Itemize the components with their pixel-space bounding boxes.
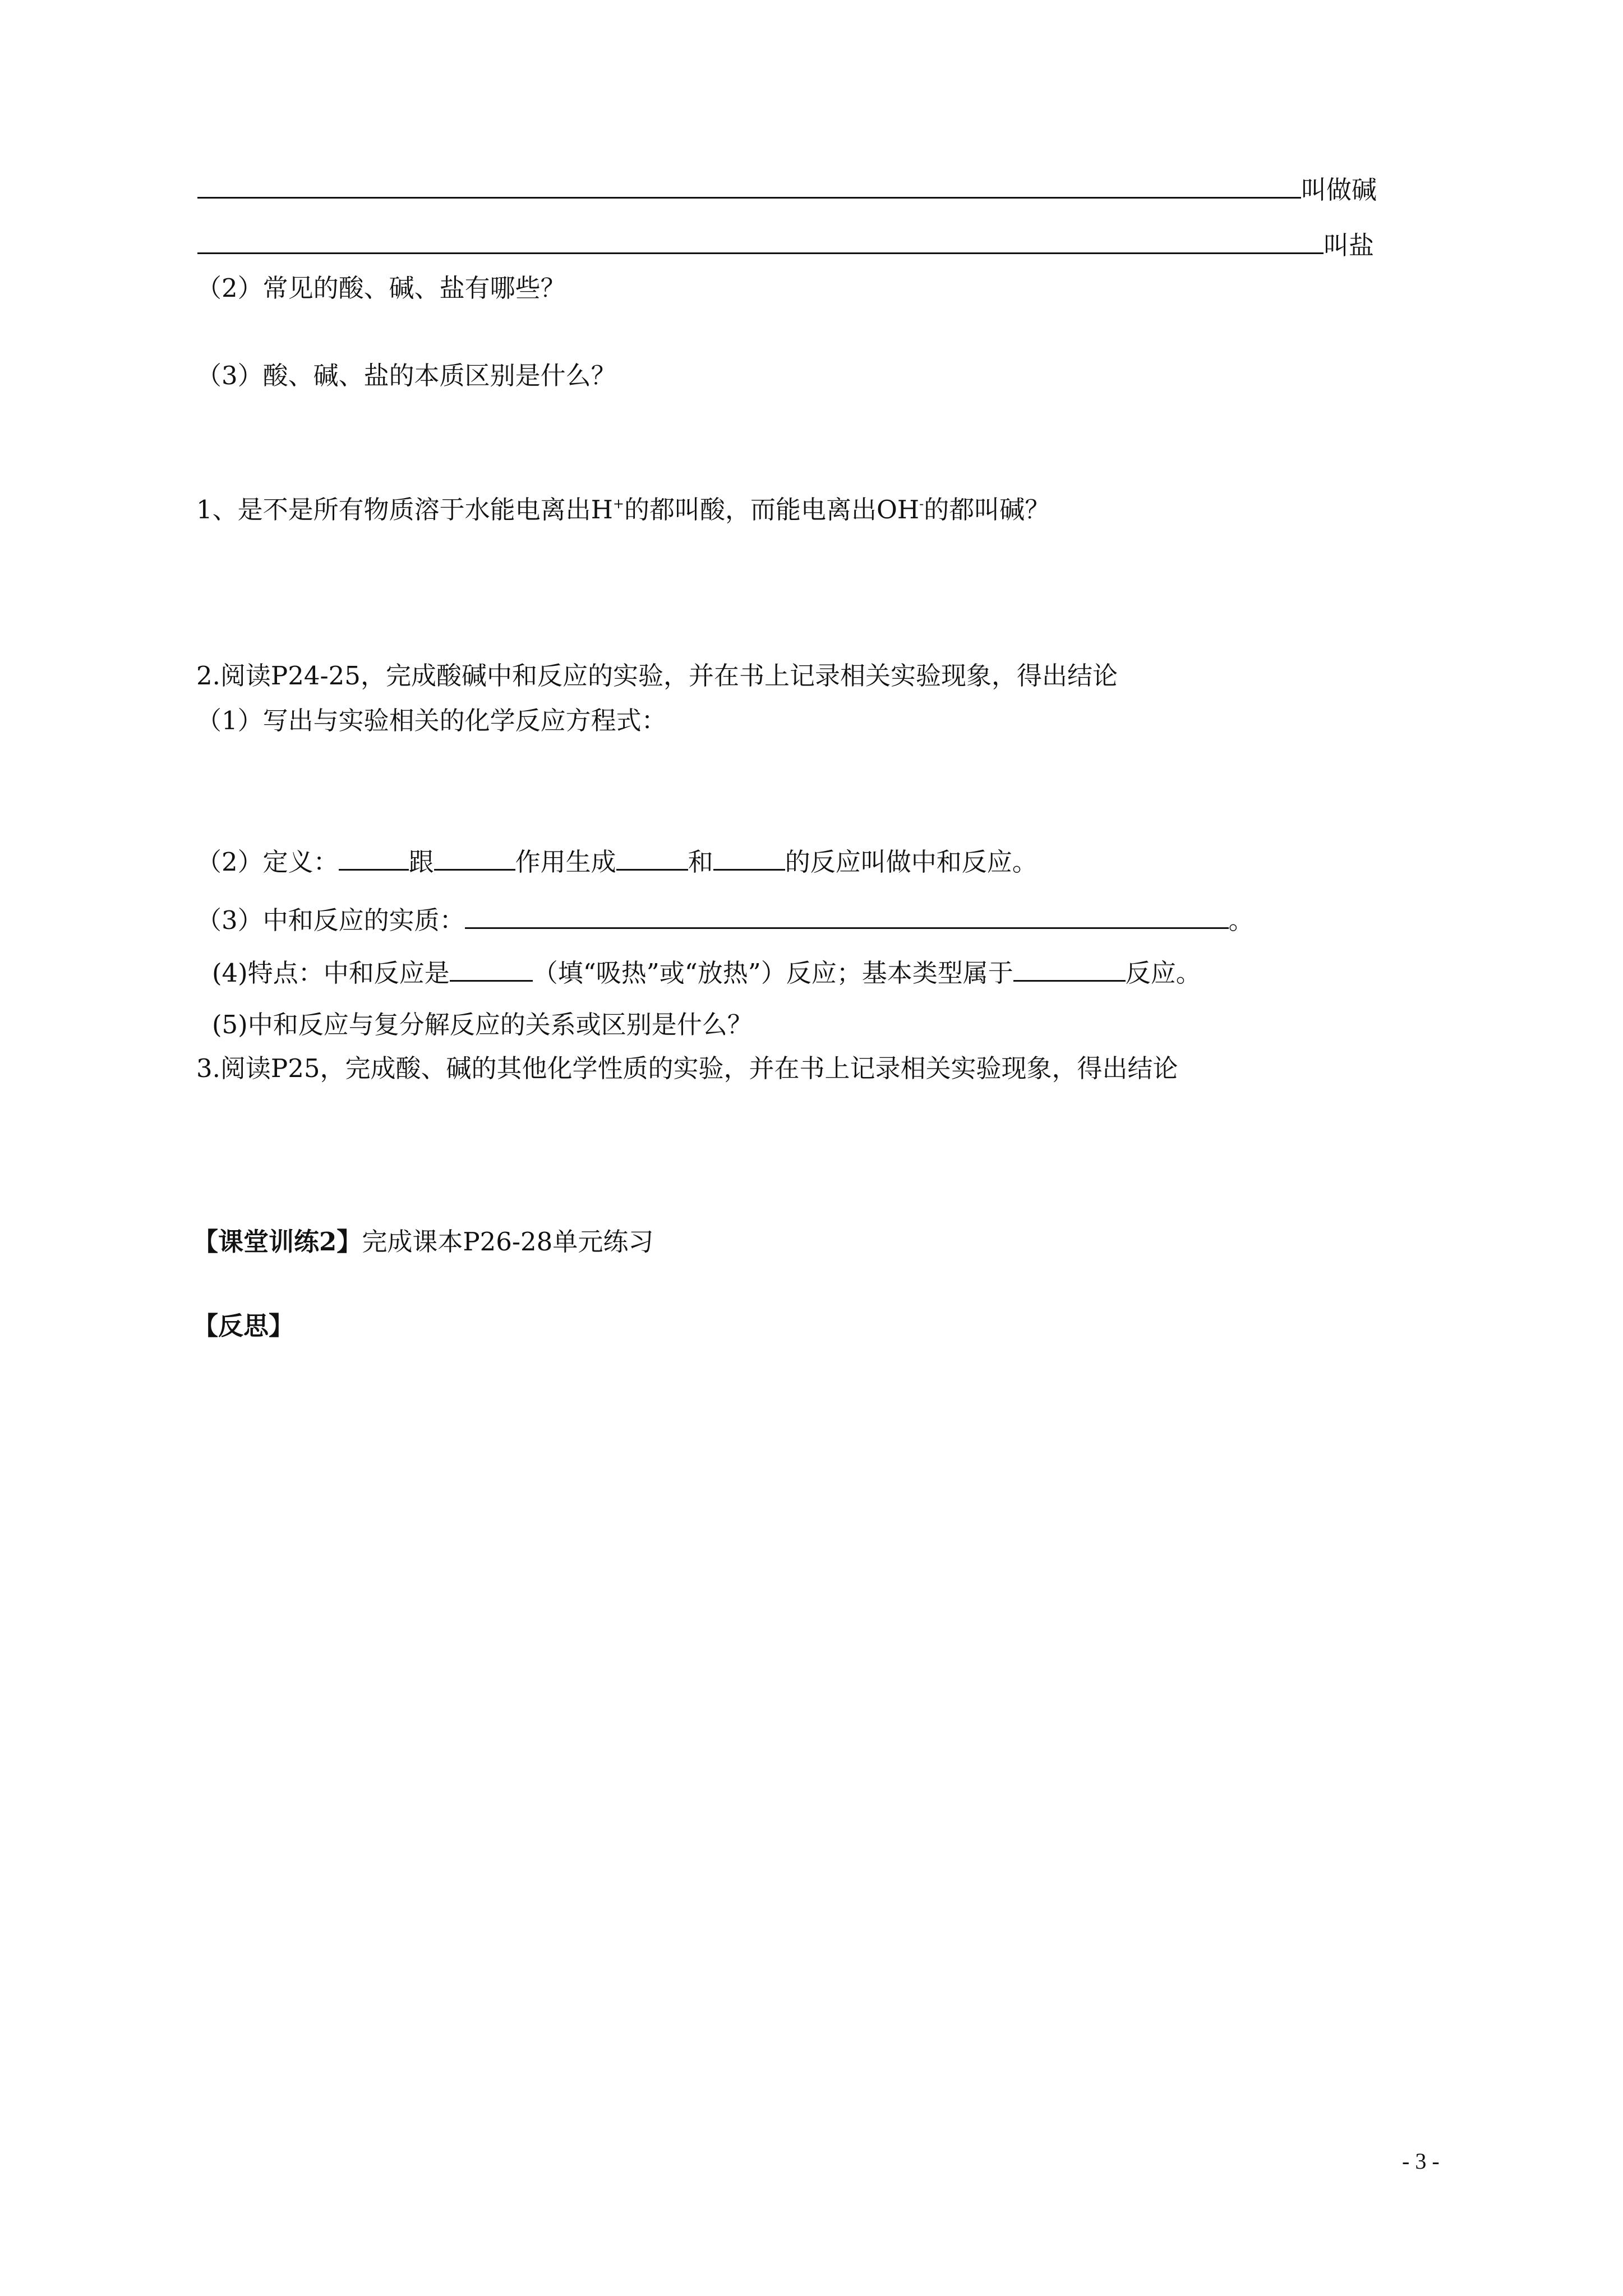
- item-3-heading: 3.阅读P25，完成酸、碱的其他化学性质的实验，并在书上记录相关实验现象，得出结论: [196, 1053, 1178, 1083]
- definition-label: （2）定义：: [196, 847, 339, 877]
- item-1-suffix: 的都叫碱？: [924, 495, 1050, 524]
- salt-suffix: 叫盐: [1324, 231, 1375, 260]
- features-label: (4)特点：中和反应是: [212, 958, 450, 988]
- classroom-training: [193, 1225, 653, 1259]
- features-text-3: 反应。: [1125, 958, 1201, 988]
- definition-blank-2[interactable]: [434, 843, 515, 871]
- base-suffix: 叫做碱: [1301, 175, 1377, 205]
- essence-blank[interactable]: [465, 901, 1229, 929]
- neutralization-essence: [196, 901, 1254, 937]
- definition-text-3: 作用生成: [515, 847, 616, 877]
- salt-blank[interactable]: [197, 227, 1324, 254]
- essence-period: 。: [1228, 905, 1254, 935]
- features-text-2: （填“吸热”或“放热”）反应；基本类型属于: [532, 958, 1013, 988]
- item-1-mid: 的都叫酸，而能电离出OH: [624, 495, 920, 524]
- page-number: - 3 -: [1402, 2148, 1440, 2174]
- neutralization-features: [212, 954, 1201, 990]
- definition-text-4: 和: [688, 847, 713, 877]
- salt-definition-line: [197, 227, 1374, 263]
- relation-question: (5)中和反应与复分解反应的关系或区别是什么？: [212, 1010, 753, 1039]
- question-essential-difference: （3）酸、碱、盐的本质区别是什么？: [196, 361, 616, 390]
- training-heading: 【课堂训练2】: [193, 1227, 362, 1257]
- item-2-heading: 2.阅读P24-25，完成酸碱中和反应的实验，并在书上记录相关实验现象，得出结论: [196, 661, 1118, 691]
- training-text: 完成课本P26-28单元练习: [362, 1227, 654, 1257]
- reflection-heading: 【反思】: [193, 1311, 294, 1341]
- essence-label: （3）中和反应的实质：: [196, 905, 465, 935]
- base-blank[interactable]: [197, 171, 1301, 199]
- item-1-prefix: 1、是不是所有物质溶于水能电离出H: [196, 495, 613, 524]
- item-2-sub-equation: （1）写出与实验相关的化学反应方程式：: [196, 706, 667, 735]
- definition-text-2: 跟: [408, 847, 434, 877]
- definition-blank-3[interactable]: [616, 843, 688, 871]
- definition-blank-4[interactable]: [713, 843, 785, 871]
- base-definition-line: [197, 171, 1377, 207]
- definition-blank-1[interactable]: [339, 843, 409, 871]
- oh-ion-charge: -: [919, 496, 924, 512]
- definition-text-5: 的反应叫做中和反应。: [785, 847, 1038, 877]
- question-common-acids: （2）常见的酸、碱、盐有哪些？: [196, 273, 566, 303]
- item-1-question: [196, 487, 1050, 527]
- features-blank-2[interactable]: [1013, 954, 1126, 982]
- features-blank-1[interactable]: [450, 954, 533, 982]
- neutralization-definition: [196, 843, 1038, 879]
- h-ion-charge: +: [612, 496, 624, 512]
